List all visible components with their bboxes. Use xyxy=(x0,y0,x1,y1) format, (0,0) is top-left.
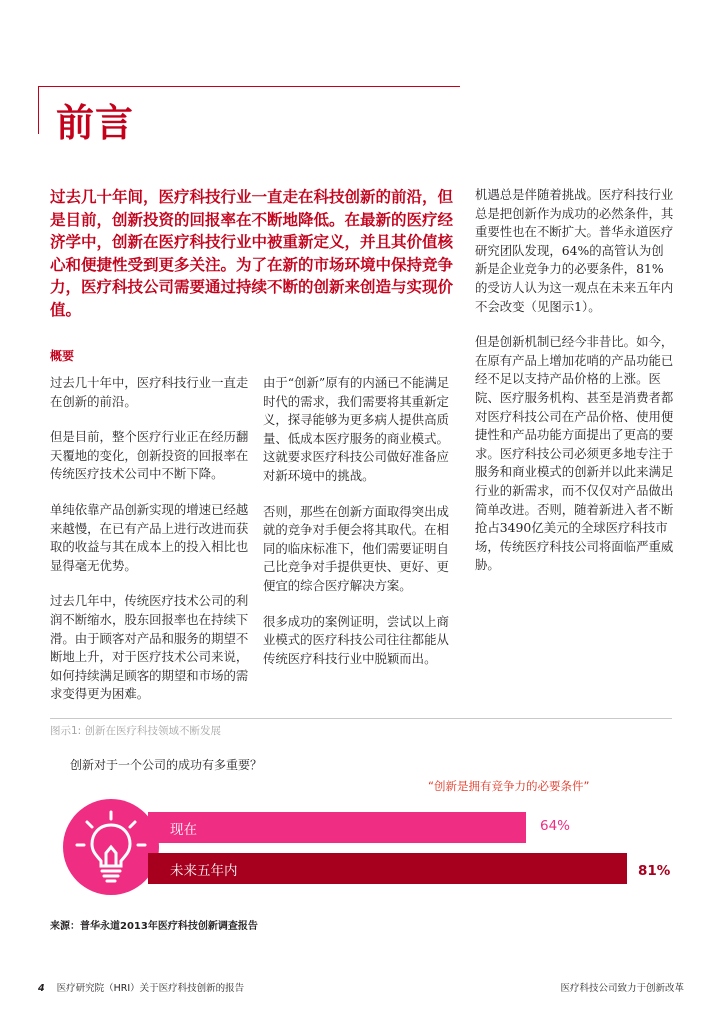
data-label-future: 81% xyxy=(638,863,671,879)
body-column-2 xyxy=(263,374,461,685)
page-title: 前言 xyxy=(56,100,135,145)
figure-quote: “创新是拥有竞争力的必要条件” xyxy=(428,779,590,793)
paragraph: 由于“创新”原有的内涵已不能满足时代的需求，我们需要将其重新定义，探寻能够为更多病人提供高质量、低成本医疗服务的商业模式。这就要求医疗科技公司做好准备应对新环境中的挑战。 xyxy=(263,375,450,483)
body-column-3 xyxy=(475,186,675,592)
bar-now xyxy=(148,812,526,843)
bar-future xyxy=(148,853,627,884)
footer-left-text: 医疗研究院（HRI）关于医疗科技创新的报告 xyxy=(56,983,245,994)
lightbulb-icon xyxy=(62,798,160,896)
data-label-now: 64% xyxy=(540,818,571,834)
bar-label-now: 现在 xyxy=(170,821,197,838)
paragraph: 过去几年中，传统医疗技术公司的利润不断缩水，股东回报率也在持续下滑。由于顾客对产品和服务的期望不断地上升，对于医疗技术公司来说，如何持续满足顾客的期望和市场的需求变得更为困难。 xyxy=(50,593,249,702)
footer-left xyxy=(38,980,244,994)
paragraph: 很多成功的案例证明，尝试以上商业模式的医疗科技公司往往都能从传统医疗科技行业中脱颖而出。 xyxy=(263,613,449,666)
body-column-1 xyxy=(50,374,252,721)
paragraph: 过去几十年中，医疗科技行业一直走在创新的前沿。 xyxy=(50,375,249,409)
title-rule-horizontal xyxy=(38,86,460,87)
figure-label: 图示1: 创新在医疗科技领域不断发展 xyxy=(50,725,222,737)
paragraph: 否则，那些在创新方面取得突出成就的竞争对手便会将其取代。在相同的临床标准下，他们需要证明自己比竞争对手提供更快、更好、更便宜的综合医疗解决方案。 xyxy=(263,503,449,593)
paragraph: 单纯依靠产品创新实现的增速已经越来越慢，在已有产品上进行改进而获取的收益与其在成本上的投入相比也显得毫无优势。 xyxy=(50,501,249,573)
bar-label-future: 未来五年内 xyxy=(170,862,238,879)
figure-question: 创新对于一个公司的成功有多重要？ xyxy=(70,758,263,772)
paragraph: 但是创新机制已经今非昔比。如今，在原有产品上增加花哨的产品功能已经不足以支持产品价格的上涨。医院、医疗服务机构、甚至是消费者都对医疗科技公司在产品价格、使用便捷性和产品功能方面提出了更高的要求。医疗科技公司必须更多地专注于服务和商业模式的创新并以此来满足行业的新需求，而不仅仅对产品做出简单改进。否则，随着新进入者不断抢占3490亿美元的全球医疗科技市场，传统医疗科技公司将面临严重威胁。 xyxy=(475,334,674,573)
figure-divider xyxy=(50,718,672,719)
title-rule-vertical xyxy=(38,86,39,134)
paragraph: 但是目前，整个医疗行业正在经历翻天覆地的变化，创新投资的回报率在传统医疗技术公司中不断下降。 xyxy=(50,429,249,482)
paragraph: 机遇总是伴随着挑战。医疗科技行业总是把创新作为成功的必然条件，其重要性也在不断扩大。普华永道医疗研究团队发现，64%的高管认为创新是企业竞争力的必要条件，81%的受访人认为这一观点在未来五年内不会改变（见图示1）。 xyxy=(475,187,674,314)
footer-right: 医疗科技公司致力于创新改革 xyxy=(560,983,684,994)
page-number: 4 xyxy=(38,983,45,994)
intro-paragraph: 过去几十年间，医疗科技行业一直走在科技创新的前沿，但是目前，创新投资的回报率在不断地降低。在最新的医疗经济学中，创新在医疗科技行业中被重新定义，并且其价值核心和便捷性受到更多关注。为了在新的市场环境中保持竞争力，医疗科技公司需要通过持续不断的创新来创造与实现价值。 xyxy=(50,187,454,319)
figure-source: 来源：普华永道2013年医疗科技创新调查报告 xyxy=(50,921,258,932)
section-heading: 概要 xyxy=(50,349,75,363)
